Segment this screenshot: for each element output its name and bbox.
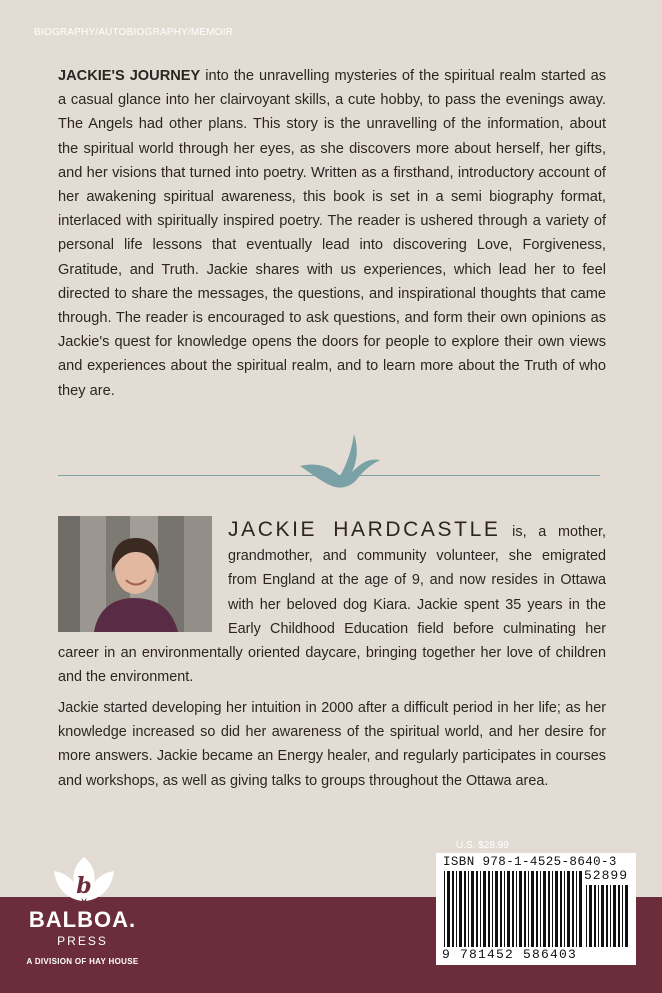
barcode-bar <box>536 871 538 947</box>
author-name: JACKIE HARDCASTLE <box>228 518 501 541</box>
barcode-bar <box>610 885 611 947</box>
barcode-addon-bars <box>586 885 630 947</box>
barcode-bar <box>613 885 616 947</box>
logo-letter: b <box>76 873 92 899</box>
author-bio-paragraph-1 <box>58 518 606 689</box>
barcode-bar <box>540 871 541 947</box>
barcode-bar <box>594 885 596 947</box>
blurb-lead: JACKIE'S JOURNEY <box>58 68 201 84</box>
barcode-bar <box>601 885 604 947</box>
barcode-bar <box>555 871 558 947</box>
barcode <box>436 853 636 965</box>
barcode-bar <box>483 871 486 947</box>
barcode-bar <box>618 885 620 947</box>
author-bio-text-1: is, a mother, grandmother, and community volunteer, she emigrated from England at the age of 9, and now resides in Ottawa with her beloved dog Kiara. Jackie spent 35 years in the Early Childhood Education field before culminating her career in an environmentally oriented daycare, bringing together her love of children and the environment. <box>58 524 606 686</box>
barcode-bar <box>589 885 592 947</box>
barcode-bar <box>606 885 608 947</box>
barcode-bar <box>576 871 577 947</box>
barcode-bar <box>444 871 445 947</box>
barcode-number: 9 781452 586403 <box>442 947 578 962</box>
blurb-text: into the unravelling mysteries of the spiritual realm started as a casual glance into her clairvoyant skills, a cute hobby, to pass the evenings away. The Angels had other plans. This story is the unravelling of the information, about the spiritual world through her eyes, as she discovers more about herself, her gifts, and her visions that turned into poetry. Written as a firsthand, introductory account of her awakening spiritual awareness, this book is set in a semi biography format, interlaced with spiritually inspired poetry. The reader is ushered through a variety of personal life lessons that eventually lead into discovering Love, Forgiveness, Gratitude, and Truth. Jackie shares with us experiences, which lead her to feel directed to share the messages, the questions, and inspirational thoughts that came through. The reader is encouraged to ask questions, and form their own opinions as Jackie's quest for knowledge opens the doors for people to explore their own views and experiences about the spiritual realm, and to learn more about the Truth of who they are. <box>58 68 606 399</box>
isbn-text: ISBN 978-1-4525-8640-3 <box>443 855 617 869</box>
barcode-bar <box>622 885 623 947</box>
back-cover-blurb <box>58 64 606 403</box>
barcode-bar <box>519 871 522 947</box>
barcode-bar <box>452 871 454 947</box>
barcode-bar <box>476 871 478 947</box>
genre-label: BIOGRAPHY/AUTOBIOGRAPHY/MEMOIR <box>34 27 234 38</box>
barcode-bar <box>543 871 546 947</box>
barcode-main-bars <box>444 871 582 947</box>
barcode-bar <box>488 871 490 947</box>
publisher-division: A DIVISION OF HAY HOUSE <box>26 957 139 966</box>
barcode-bar <box>480 871 481 947</box>
barcode-bar <box>447 871 450 947</box>
barcode-bar <box>625 885 628 947</box>
barcode-bar <box>459 871 462 947</box>
barcode-bar <box>464 871 466 947</box>
barcode-bar <box>598 885 599 947</box>
barcode-bar <box>564 871 565 947</box>
lotus-icon <box>48 855 120 907</box>
barcode-bar <box>468 871 469 947</box>
barcode-bar <box>524 871 526 947</box>
publisher-imprint: PRESS <box>57 934 108 948</box>
barcode-bar <box>572 871 574 947</box>
barcode-bar <box>512 871 514 947</box>
barcode-bar <box>586 885 587 947</box>
barcode-bar <box>579 871 582 947</box>
barcode-bar <box>560 871 562 947</box>
barcode-bar <box>495 871 498 947</box>
barcode-bar <box>516 871 517 947</box>
barcode-bar <box>528 871 529 947</box>
barcode-price-code: 52899 <box>584 868 629 883</box>
price-label: U.S. $28.99 <box>456 840 509 851</box>
barcode-bar <box>567 871 570 947</box>
barcode-bar <box>492 871 493 947</box>
barcode-bar <box>504 871 505 947</box>
barcode-bar <box>552 871 553 947</box>
swallow-icon <box>296 432 382 494</box>
author-bio-paragraph-2: Jackie started developing her intuition in 2000 after a difficult period in her life; as her knowledge increased so did her awareness of the spiritual world, and her desire for more answers. Jackie became an Energy healer, and regularly participates in courses and workshops, as well as giving talks to groups throughout the Ottawa area. <box>58 700 606 789</box>
barcode-bar <box>471 871 474 947</box>
barcode-bar <box>548 871 550 947</box>
barcode-bar <box>500 871 502 947</box>
publisher-name: BALBOA. <box>28 907 137 932</box>
publisher-logo <box>0 855 165 993</box>
barcode-bar <box>531 871 534 947</box>
barcode-bar <box>456 871 457 947</box>
barcode-bar <box>507 871 510 947</box>
